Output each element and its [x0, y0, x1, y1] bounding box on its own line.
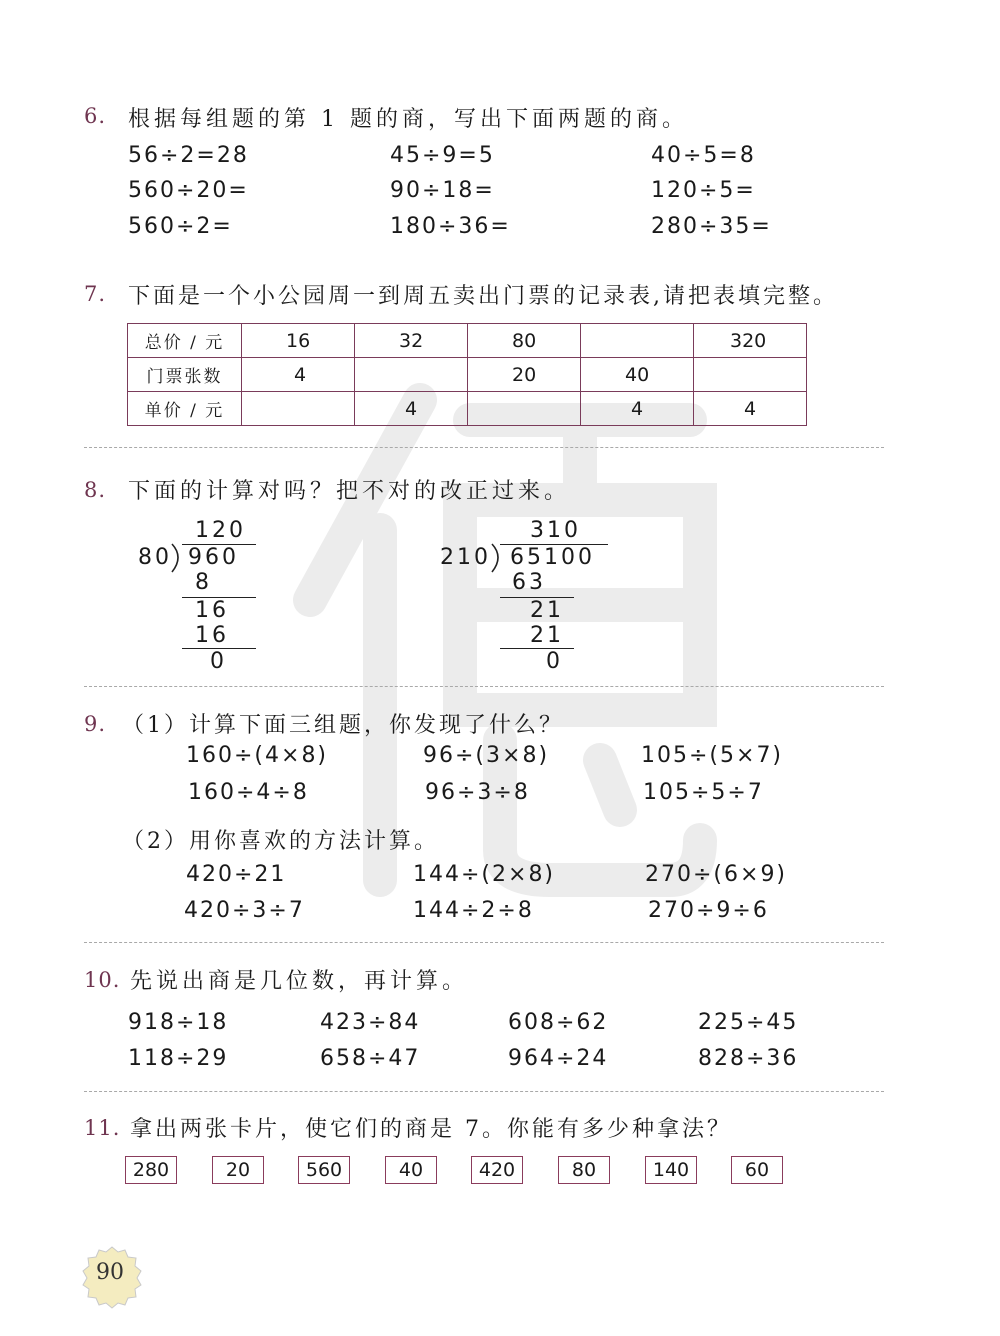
- division-bracket: [170, 543, 184, 573]
- q10-expr: 225÷45: [698, 1010, 799, 1035]
- q11-prompt: 拿出两张卡片，使它们的商是 7。你能有多少种拿法？: [130, 1117, 732, 1142]
- q9-part1-prompt: （1）计算下面三组题，你发现了什么？: [122, 713, 564, 738]
- q7-number: 7.: [84, 282, 107, 306]
- table-cell: 32: [355, 324, 468, 358]
- section-divider: [84, 1091, 884, 1092]
- q6-expr: 560÷2=: [128, 214, 233, 239]
- page-number: 90: [96, 1260, 124, 1285]
- table-row: [128, 358, 807, 392]
- table-cell: [581, 324, 694, 358]
- q8-prompt: 下面的计算对吗？把不对的改正过来。: [128, 479, 571, 504]
- q10-expr: 608÷62: [508, 1010, 609, 1035]
- q10-expr: 658÷47: [320, 1046, 421, 1071]
- quotient: 120: [195, 518, 246, 543]
- q9-part2-prompt: （2）用你喜欢的方法计算。: [122, 829, 439, 854]
- divisor: 80: [138, 545, 172, 570]
- q10-expr: 964÷24: [508, 1046, 609, 1071]
- table-cell: [355, 358, 468, 392]
- q9-expr: 105÷(5×7): [641, 743, 784, 768]
- table-row: [128, 392, 807, 426]
- watermark-glyph: [270, 380, 730, 900]
- section-divider: [84, 447, 884, 448]
- step-value: 16: [195, 623, 229, 648]
- q9-expr: 144÷(2×8): [413, 862, 556, 887]
- q9-expr: 160÷(4×8): [186, 743, 329, 768]
- q9-expr: 96÷(3×8): [423, 743, 550, 768]
- table-cell: [694, 358, 807, 392]
- table-cell: 320: [694, 324, 807, 358]
- number-card[interactable]: 60: [731, 1156, 783, 1184]
- number-card[interactable]: 20: [212, 1156, 264, 1184]
- q10-expr: 918÷18: [128, 1010, 229, 1035]
- q9-expr: 144÷2÷8: [413, 898, 534, 923]
- q6-expr: 180÷36=: [390, 214, 511, 239]
- q9-expr: 270÷9÷6: [648, 898, 769, 923]
- q10-expr: 423÷84: [320, 1010, 421, 1035]
- table-cell: 4: [355, 392, 468, 426]
- division-bracket: [490, 543, 504, 573]
- q11-number: 11.: [84, 1116, 121, 1140]
- q6-number: 6.: [84, 104, 107, 128]
- q9-expr: 420÷3÷7: [184, 898, 305, 923]
- table-cell: 4: [242, 358, 355, 392]
- step-value: 21: [530, 623, 564, 648]
- step-value: 16: [195, 598, 229, 623]
- step-value: 21: [530, 598, 564, 623]
- q10-prompt: 先说出商是几位数，再计算。: [130, 969, 469, 994]
- q6-expr: 56÷2=28: [128, 143, 249, 168]
- q8-number: 8.: [84, 478, 107, 502]
- row-header: 单价 / 元: [128, 392, 242, 426]
- row-header: 门票张数: [128, 358, 242, 392]
- step-value: 63: [512, 570, 546, 595]
- q9-expr: 420÷21: [186, 862, 287, 887]
- section-divider: [84, 686, 884, 687]
- quotient: 310: [530, 518, 581, 543]
- table-cell: [242, 392, 355, 426]
- number-card[interactable]: 420: [471, 1156, 523, 1184]
- remainder: 0: [210, 649, 227, 674]
- q6-prompt: 根据每组题的第 1 题的商，写出下面两题的商。: [128, 107, 688, 132]
- section-divider: [84, 942, 884, 943]
- table-cell: 20: [468, 358, 581, 392]
- q6-expr: 280÷35=: [651, 214, 772, 239]
- q10-number: 10.: [84, 968, 121, 992]
- table-cell: [468, 392, 581, 426]
- q9-number: 9.: [84, 712, 107, 736]
- table-cell: 4: [694, 392, 807, 426]
- table-row: [128, 324, 807, 358]
- q6-expr: 40÷5=8: [651, 143, 756, 168]
- q6-expr: 120÷5=: [651, 178, 756, 203]
- dividend: 65100: [510, 545, 595, 570]
- q7-prompt: 下面是一个小公园周一到周五卖出门票的记录表,请把表填完整。: [128, 284, 838, 309]
- dividend: 960: [188, 545, 239, 570]
- number-card[interactable]: 80: [558, 1156, 610, 1184]
- number-card[interactable]: 280: [125, 1156, 177, 1184]
- number-card[interactable]: 560: [298, 1156, 350, 1184]
- table-cell: 40: [581, 358, 694, 392]
- table-cell: 16: [242, 324, 355, 358]
- q9-expr: 105÷5÷7: [643, 780, 764, 805]
- table-cell: 80: [468, 324, 581, 358]
- ticket-table: [127, 323, 807, 426]
- divisor: 210: [440, 545, 491, 570]
- table-cell: 4: [581, 392, 694, 426]
- step-value: 8: [195, 570, 212, 595]
- row-header: 总价 / 元: [128, 324, 242, 358]
- q9-expr: 96÷3÷8: [425, 780, 530, 805]
- q6-expr: 560÷20=: [128, 178, 249, 203]
- q6-expr: 45÷9=5: [390, 143, 495, 168]
- q9-expr: 160÷4÷8: [188, 780, 309, 805]
- number-card[interactable]: 40: [385, 1156, 437, 1184]
- number-card[interactable]: 140: [645, 1156, 697, 1184]
- q10-expr: 118÷29: [128, 1046, 229, 1071]
- q6-expr: 90÷18=: [390, 178, 495, 203]
- remainder: 0: [546, 649, 563, 674]
- q9-expr: 270÷(6×9): [645, 862, 788, 887]
- q10-expr: 828÷36: [698, 1046, 799, 1071]
